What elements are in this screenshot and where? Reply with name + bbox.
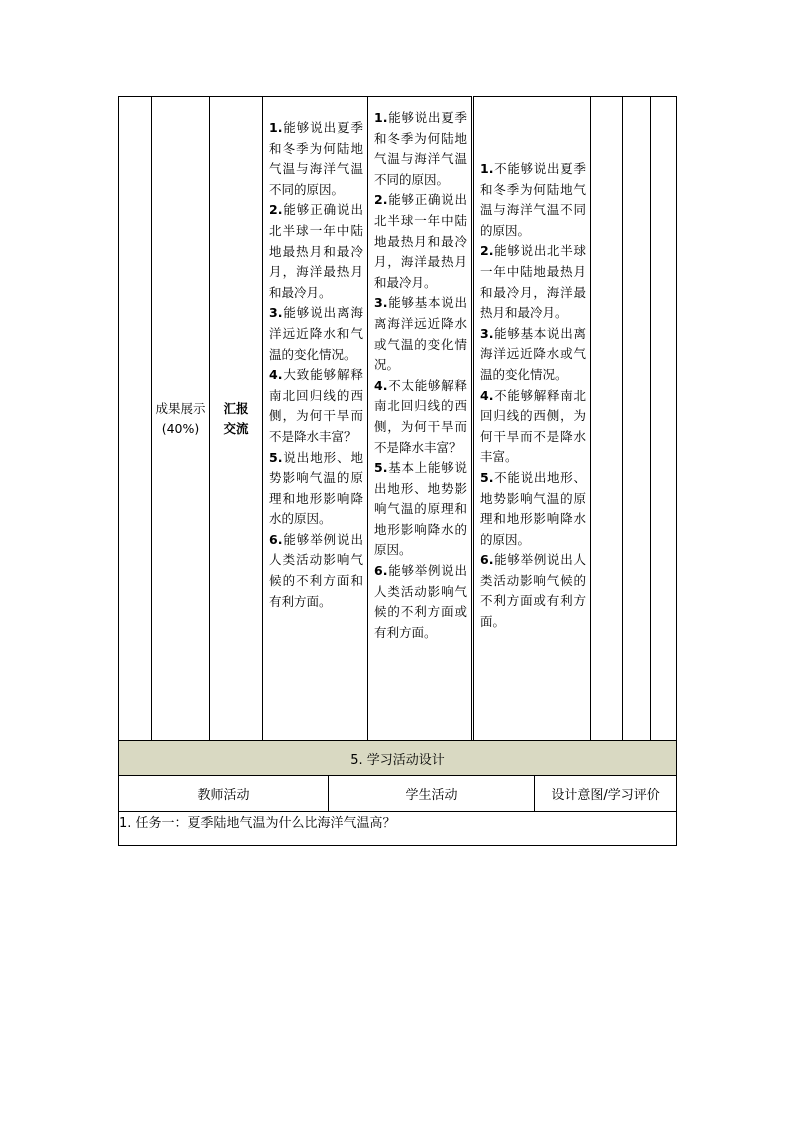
criterion-item: 5.说出地形、地势影响气温的原理和地形影响降水的原因。 xyxy=(269,449,363,527)
task-one: 1. 任务一：夏季陆地气温为什么比海洋气温高？ xyxy=(119,812,677,846)
activity-label: 汇报交流 xyxy=(210,97,263,741)
criteria-excellent xyxy=(263,97,368,741)
criterion-item: 1.能够说出夏季和冬季为何陆地气温与海洋气温不同的原因。 xyxy=(269,120,363,197)
criterion-item: 2.能够正确说出北半球一年中陆地最热月和最冷月，海洋最热月和最冷月。 xyxy=(269,202,363,300)
section-title: 5. 学习活动设计 xyxy=(119,741,677,776)
criterion-item: 3.能够基本说出离海洋远近降水或气温的变化情况。 xyxy=(374,295,467,373)
criteria-poor xyxy=(473,97,591,741)
criterion-item: 5.不能说出地形、地势影响气温的原理和地形影响降水的原因。 xyxy=(480,469,586,547)
criterion-item: 3.能够说出离海洋远近降水和气温的变化情况。 xyxy=(269,305,363,362)
criterion-item: 3.能够基本说出离海洋远近降水或气温的变化情况。 xyxy=(480,325,586,382)
criterion-item: 2.能够说出北半球一年中陆地最热月和最冷月，海洋最热月和最冷月。 xyxy=(480,243,586,321)
criterion-item: 2.能够正确说出北半球一年中陆地最热月和最冷月，海洋最热月和最冷月。 xyxy=(374,192,467,290)
column-header-teacher: 教师活动 xyxy=(119,776,329,812)
blank-cell xyxy=(591,97,623,741)
criterion-item: 4.不能够解释南北回归线的西侧，为何干旱而不是降水丰富。 xyxy=(480,387,586,465)
blank-cell xyxy=(119,97,152,741)
criteria-good xyxy=(368,97,473,741)
activity-design-table xyxy=(118,740,677,846)
evaluation-rubric-table xyxy=(118,96,677,741)
blank-cell xyxy=(623,97,651,741)
criterion-item: 5.基本上能够说出地形、地势影响气温的原理和地形影响降水的原因。 xyxy=(374,460,467,558)
criterion-item: 6.能够举例说出人类活动影响气候的不利方面和有利方面。 xyxy=(269,531,363,609)
column-header-intent: 设计意图/学习评价 xyxy=(535,776,677,812)
criterion-item: 6.能够举例说出人类活动影响气候的不利方面或有利方面。 xyxy=(374,563,467,640)
dimension-label: 成果展示(40%) xyxy=(152,97,210,741)
column-header-student: 学生活动 xyxy=(329,776,535,812)
blank-cell xyxy=(651,97,677,741)
criterion-item: 4.大致能够解释南北回归线的西侧，为何干旱而不是降水丰富？ xyxy=(269,367,363,444)
criterion-item: 4.不太能够解释南北回归线的西侧，为何干旱而不是降水丰富？ xyxy=(374,377,467,455)
criterion-item: 1.不能够说出夏季和冬季为何陆地气温与海洋气温不同的原因。 xyxy=(480,161,586,238)
criterion-item: 6.能够举例说出人类活动影响气候的不利方面或有利方面。 xyxy=(480,552,586,630)
criterion-item: 1.能够说出夏季和冬季为何陆地气温与海洋气温不同的原因。 xyxy=(374,110,467,187)
